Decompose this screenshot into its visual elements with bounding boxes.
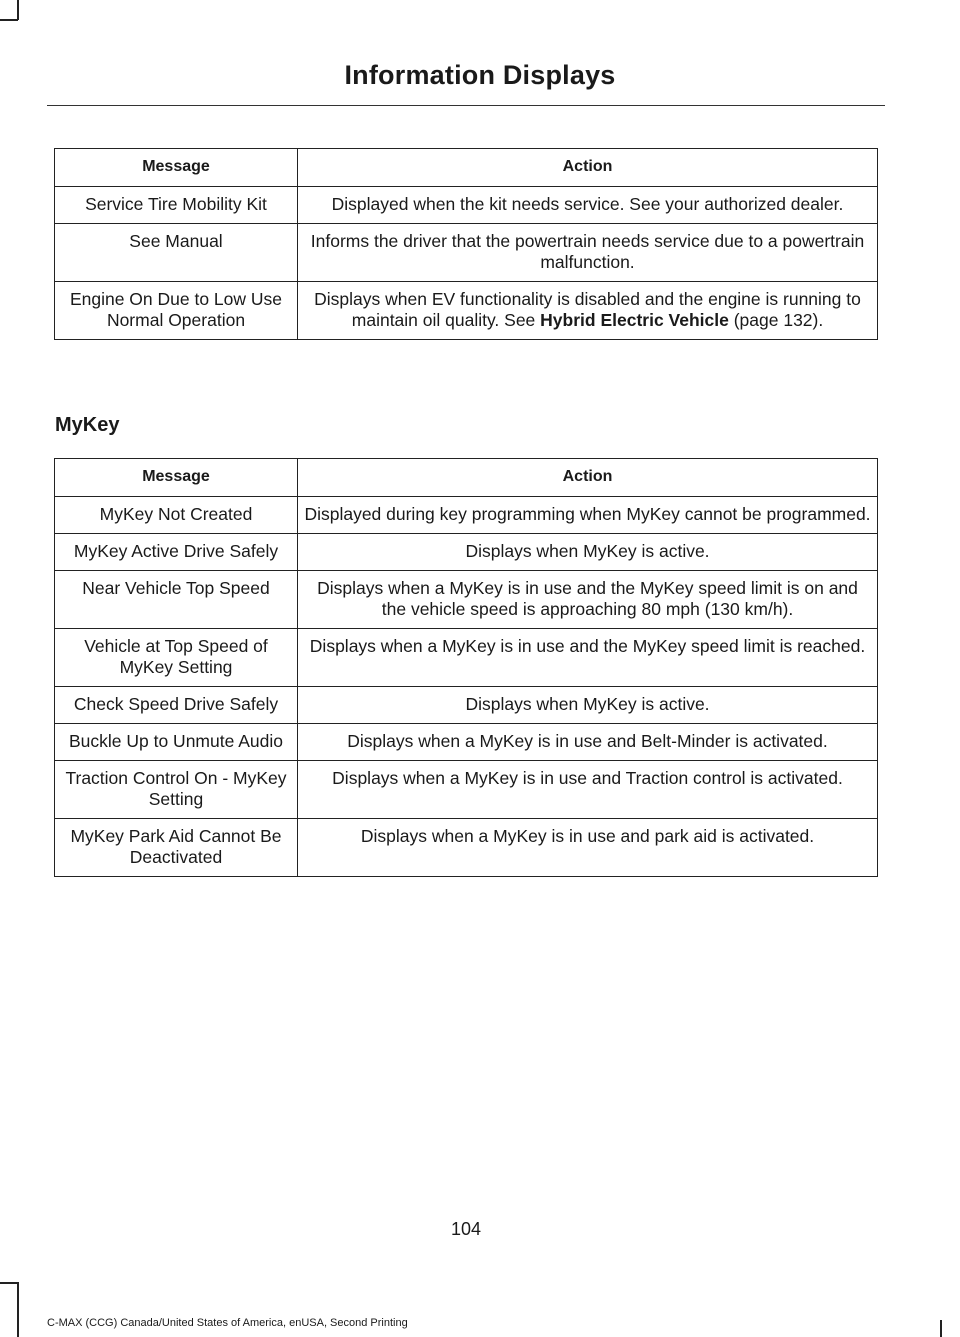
table-row: [55, 819, 878, 877]
table-row: [55, 224, 878, 282]
column-header-action: Action: [298, 149, 878, 187]
message-cell: See Manual: [55, 224, 298, 282]
column-header-action: Action: [298, 459, 878, 497]
publication-footer: C-MAX (CCG) Canada/United States of America, enUSA, Second Printing: [47, 1317, 408, 1329]
message-cell: Traction Control On - MyKey Setting: [55, 761, 298, 819]
action-cell: [298, 282, 878, 340]
table-row: [55, 282, 878, 340]
crop-mark-top-left: [17, 0, 19, 20]
table-header-row: [55, 149, 878, 187]
page-title: Information Displays: [344, 60, 616, 90]
table-header-row: [55, 459, 878, 497]
message-cell: MyKey Park Aid Cannot Be Deactivated: [55, 819, 298, 877]
column-header-message: Message: [55, 149, 298, 187]
page-number: 104: [450, 1219, 482, 1239]
message-table-general: [54, 148, 878, 340]
column-header-message: Message: [55, 459, 298, 497]
crop-mark-bottom-left: [17, 1282, 19, 1337]
message-table-mykey: [54, 458, 878, 877]
message-cell: Service Tire Mobility Kit: [55, 187, 298, 224]
action-cell: Displays when a MyKey is in use and park aid is activated.: [298, 819, 878, 877]
action-cell: Displayed when the kit needs service. See your authorized dealer.: [298, 187, 878, 224]
table-row: [55, 534, 878, 571]
section-heading-mykey: MyKey: [55, 414, 120, 436]
action-cell: Displays when MyKey is active.: [298, 687, 878, 724]
action-cell: Displays when a MyKey is in use and the MyKey speed limit is reached.: [298, 629, 878, 687]
table-row: [55, 629, 878, 687]
table-row: [55, 571, 878, 629]
action-cell: Informs the driver that the powertrain needs service due to a powertrain malfunction.: [298, 224, 878, 282]
table-row: [55, 724, 878, 761]
table-row: [55, 497, 878, 534]
message-cell: MyKey Active Drive Safely: [55, 534, 298, 571]
message-cell: Check Speed Drive Safely: [55, 687, 298, 724]
message-cell: Buckle Up to Unmute Audio: [55, 724, 298, 761]
title-divider: [47, 105, 885, 106]
crop-mark-bottom-left-h: [0, 1282, 18, 1284]
table-row: [55, 687, 878, 724]
action-cell: Displays when a MyKey is in use and Belt-Minder is activated.: [298, 724, 878, 761]
crop-mark-top-left-h: [0, 19, 18, 21]
message-cell: Engine On Due to Low Use Normal Operation: [55, 282, 298, 340]
cross-reference-link[interactable]: Hybrid Electric Vehicle: [540, 310, 729, 330]
message-cell: MyKey Not Created: [55, 497, 298, 534]
table-row: [55, 187, 878, 224]
table-row: [55, 761, 878, 819]
action-cell: Displayed during key programming when MyKey cannot be programmed.: [298, 497, 878, 534]
action-cell: Displays when a MyKey is in use and Traction control is activated.: [298, 761, 878, 819]
action-cell: Displays when a MyKey is in use and the MyKey speed limit is on and the vehicle speed is approaching 80 mph (130 km/h).: [298, 571, 878, 629]
page-reference: (page 132).: [728, 310, 824, 330]
message-cell: Near Vehicle Top Speed: [55, 571, 298, 629]
crop-mark-bottom-right: [940, 1320, 942, 1337]
action-cell: Displays when MyKey is active.: [298, 534, 878, 571]
message-cell: Vehicle at Top Speed of MyKey Setting: [55, 629, 298, 687]
action-text: Displays when EV functionality is disabled and the engine is running to maintain oil quality. See: [314, 289, 861, 330]
